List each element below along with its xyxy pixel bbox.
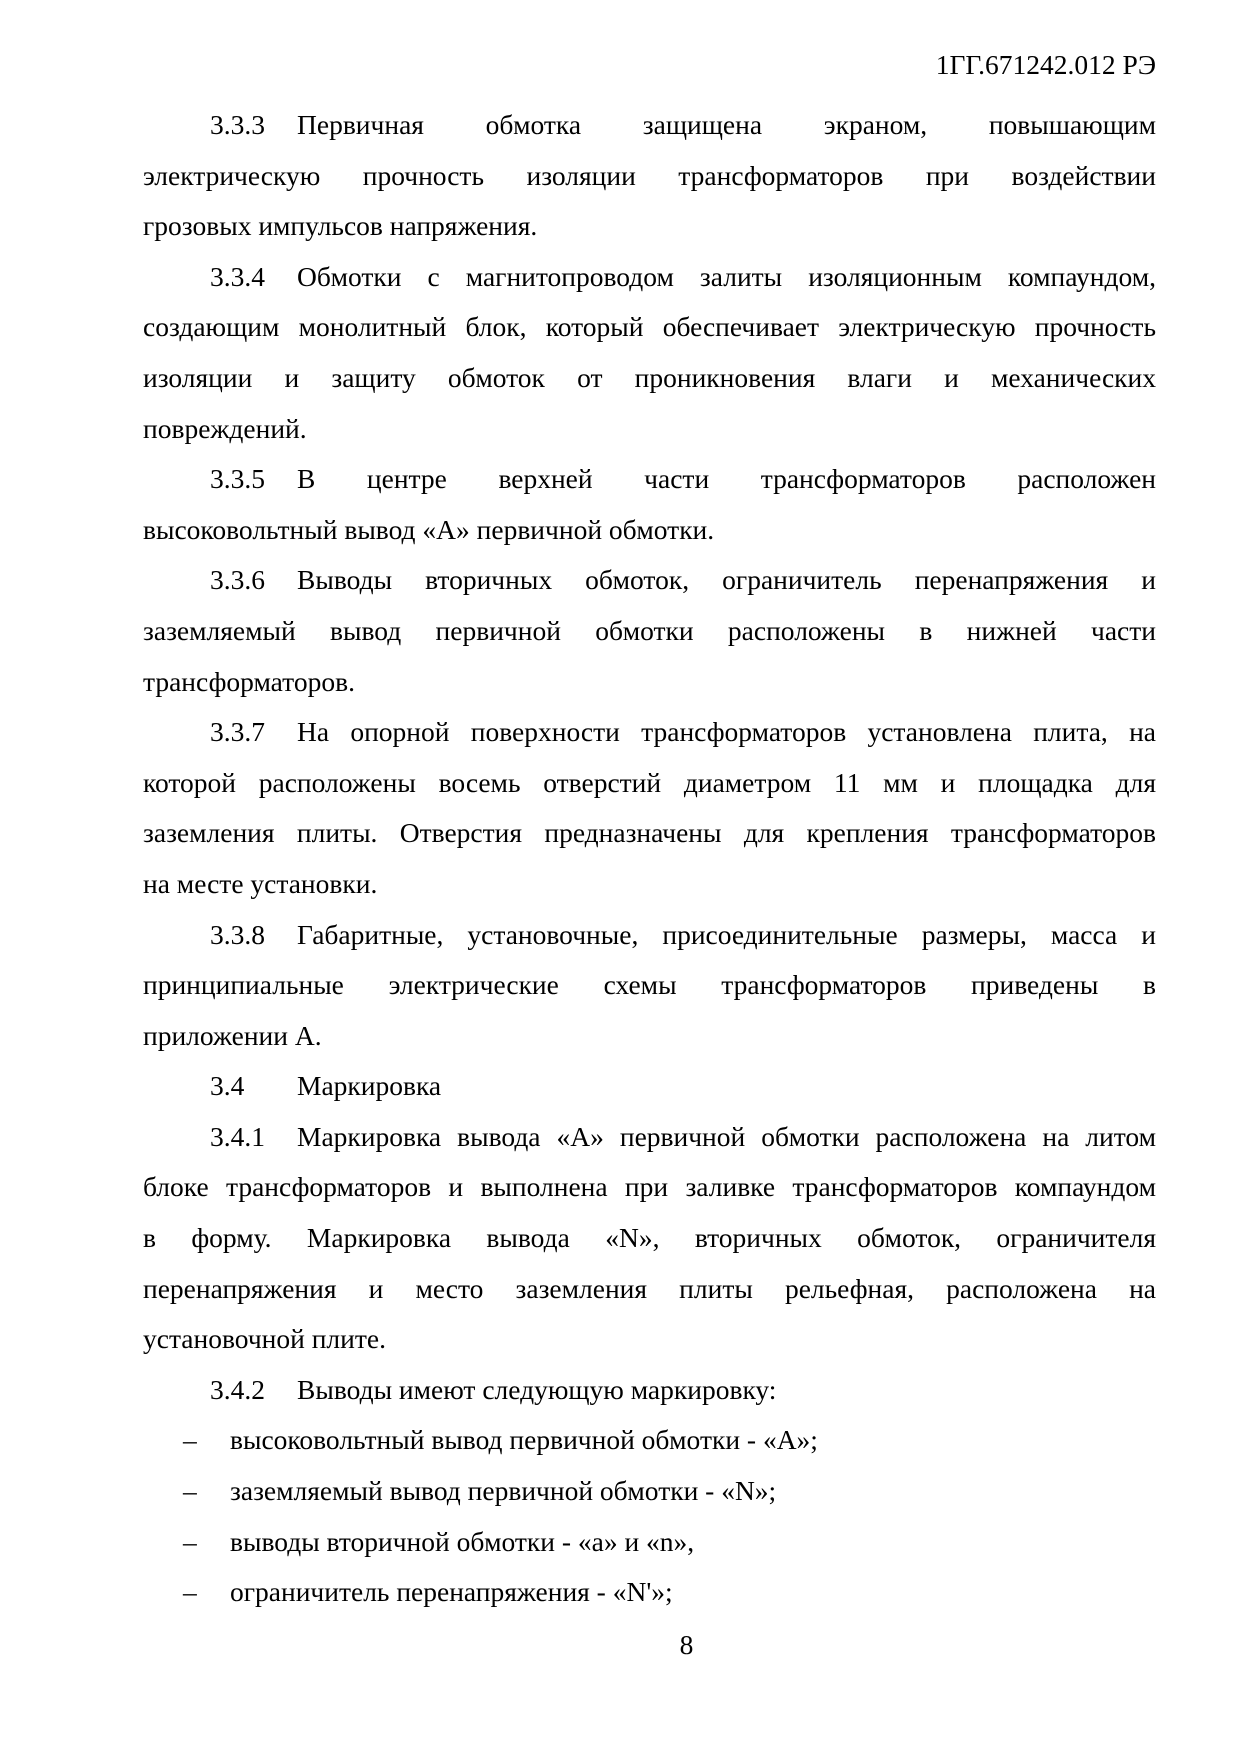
paragraph-line-text: которой расположены восемь отверстий диаметром 11 мм и площадка для [143, 766, 1156, 798]
paragraph-line [143, 1213, 1156, 1264]
paragraph-line [143, 505, 1156, 556]
paragraph-line [143, 758, 1156, 809]
paragraph-line-text: приложении А. [143, 1019, 322, 1051]
paragraph-line [143, 454, 1156, 505]
paragraph-line [143, 808, 1156, 859]
paragraph-number: 3.3.8 [210, 918, 265, 950]
paragraph-line-text: Выводы имеют следующую маркировку: [297, 1373, 777, 1405]
list-item-text: высоковольтный вывод первичной обмотки - «А»; [230, 1424, 818, 1456]
paragraph-number: 3.4.1 [210, 1120, 265, 1152]
document-body [143, 100, 1156, 1618]
paragraph-line [143, 151, 1156, 202]
paragraph-line [143, 657, 1156, 708]
paragraph-line [143, 353, 1156, 404]
list-item [143, 1466, 1156, 1517]
paragraph-line-text: электрическую прочность изоляции трансформаторов при воздействии [143, 159, 1156, 191]
paragraph-line-text: трансформаторов. [143, 665, 355, 697]
paragraph-line-text: высоковольтный вывод «А» первичной обмотки. [143, 513, 715, 545]
paragraph-line-text: грозовых импульсов напряжения. [143, 210, 538, 242]
paragraph-line-text: Обмотки с магнитопроводом залиты изоляционным компаундом, [297, 260, 1156, 292]
paragraph-line-text: заземления плиты. Отверстия предназначены для крепления трансформаторов [143, 817, 1156, 849]
paragraph-line [143, 100, 1156, 151]
paragraph-line [143, 1011, 1156, 1062]
paragraph-line-text: на месте установки. [143, 867, 378, 899]
paragraph-line [143, 555, 1156, 606]
paragraph-line-text: в форму. Маркировка вывода «N», вторичных обмоток, ограничителя [143, 1222, 1156, 1254]
paragraph-line-text: Маркировка [297, 1070, 442, 1102]
paragraph-line [143, 201, 1156, 252]
paragraph-line-text: принципиальные электрические схемы трансформаторов приведены в [143, 969, 1156, 1001]
paragraph-line [143, 606, 1156, 657]
list-dash-marker: – [183, 1475, 197, 1507]
list-item-text: выводы вторичной обмотки - «а» и «n», [230, 1525, 695, 1557]
paragraph-line-text: В центре верхней части трансформаторов расположен [297, 463, 1156, 495]
paragraph-line [143, 960, 1156, 1011]
paragraph-line [143, 1112, 1156, 1163]
list-dash-marker: – [183, 1424, 197, 1456]
paragraph-line [143, 404, 1156, 455]
paragraph-line [143, 1061, 1156, 1112]
paragraph-line [143, 252, 1156, 303]
paragraph-line [143, 859, 1156, 910]
paragraph-line [143, 910, 1156, 961]
paragraph-number: 3.3.7 [210, 716, 265, 748]
paragraph-line-text: заземляемый вывод первичной обмотки расположены в нижней части [143, 614, 1156, 646]
paragraph-number: 3.4.2 [210, 1373, 265, 1405]
list-item [143, 1567, 1156, 1618]
paragraph-line [143, 1314, 1156, 1365]
paragraph-line-text: перенапряжения и место заземления плиты рельефная, расположена на [143, 1272, 1156, 1304]
list-item [143, 1415, 1156, 1466]
paragraph-line-text: Габаритные, установочные, присоединительные размеры, масса и [297, 918, 1156, 950]
paragraph-line-text: На опорной поверхности трансформаторов установлена плита, на [297, 716, 1156, 748]
paragraph-line-text: изоляции и защиту обмоток от проникновения влаги и механических [143, 361, 1156, 393]
paragraph-line-text: повреждений. [143, 412, 307, 444]
paragraph-line [143, 1264, 1156, 1315]
document-number: 1ГГ.671242.012 РЭ [935, 49, 1156, 80]
paragraph-number: 3.3.4 [210, 260, 265, 292]
paragraph-line-text: Маркировка вывода «А» первичной обмотки расположена на литом [297, 1120, 1156, 1152]
list-item-text: заземляемый вывод первичной обмотки - «N»; [230, 1475, 777, 1507]
paragraph-number: 3.3.3 [210, 109, 265, 140]
paragraph-line-text: Выводы вторичных обмоток, ограничитель перенапряжения и [297, 564, 1156, 596]
paragraph-number: 3.3.5 [210, 463, 265, 495]
list-item [143, 1517, 1156, 1568]
paragraph-line [143, 1162, 1156, 1213]
paragraph-number: 3.4 [210, 1070, 245, 1102]
list-item-text: ограничитель перенапряжения - «N'»; [230, 1576, 673, 1608]
paragraph-line-text: установочной плите. [143, 1323, 386, 1355]
paragraph-line-text: создающим монолитный блок, который обеспечивает электрическую прочность [143, 311, 1156, 343]
list-dash-marker: – [183, 1576, 197, 1608]
paragraph-line-text: блоке трансформаторов и выполнена при заливке трансформаторов компаундом [143, 1171, 1156, 1203]
paragraph-line [143, 707, 1156, 758]
paragraph-line [143, 302, 1156, 353]
list-dash-marker: – [183, 1525, 197, 1557]
paragraph-line [143, 1365, 1156, 1416]
paragraph-number: 3.3.6 [210, 564, 265, 596]
paragraph-line-text: Первичная обмотка защищена экраном, повышающим [297, 109, 1156, 140]
page-number: 8 [679, 1628, 694, 1660]
